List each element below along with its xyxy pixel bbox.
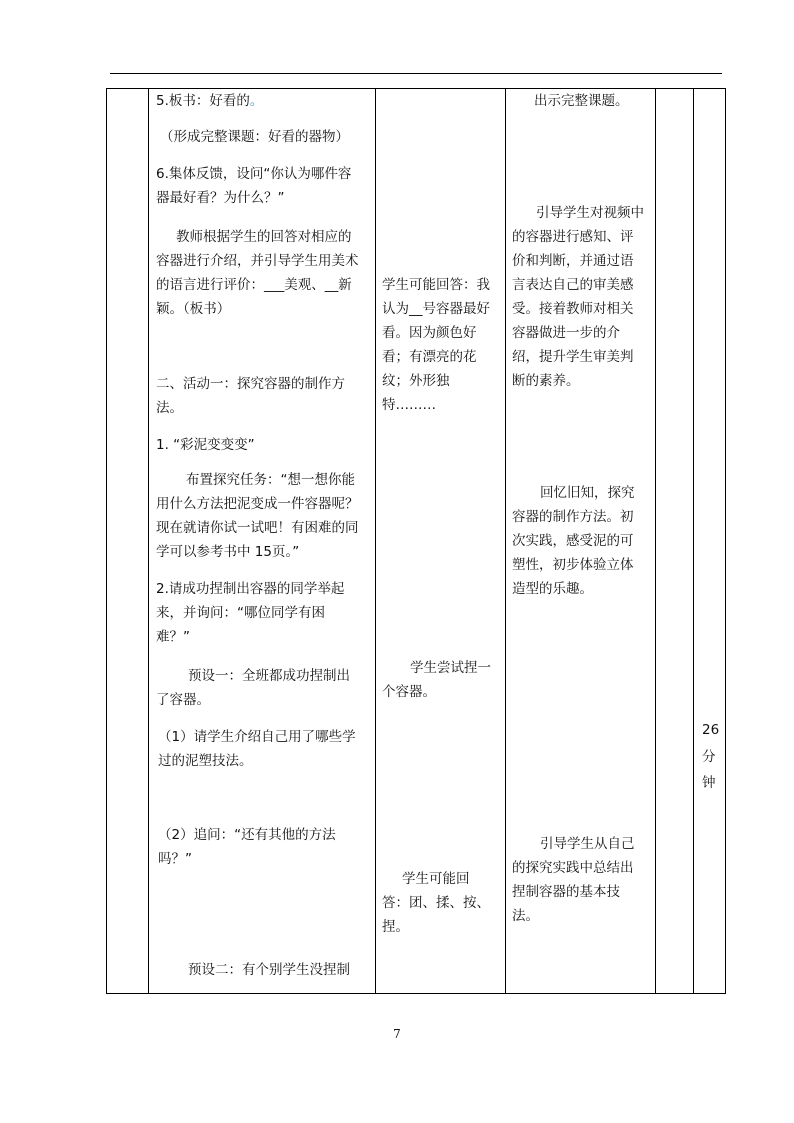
text-line: 受。接着教师对相关 (512, 301, 634, 317)
column-border (148, 88, 149, 994)
column-border (725, 88, 726, 994)
lesson-plan-table (106, 88, 726, 994)
text-line: 看；有漂亮的花 (382, 349, 477, 365)
text-line: 器最好看？为什么？” (156, 190, 285, 206)
text-line: 引导学生从自己 (540, 836, 635, 852)
text-line: 法。 (512, 908, 539, 924)
time-value: 26 (702, 722, 720, 738)
text-line: 容器做进一步的介 (512, 325, 620, 341)
text-line: 预设二：有个别学生没捏制 (188, 962, 350, 978)
text-mark: 。 (249, 93, 264, 109)
text-line: 用什么方法把泥变成一件容器呢？ (156, 496, 359, 512)
text-line: 容器进行介绍，并引导学生用美术 (156, 253, 359, 269)
text-line: 的探究实践中总结出 (512, 860, 634, 876)
text-line: 回忆旧知，探究 (540, 485, 635, 501)
text-line: 现在就请你试一试吧！有困难的同 (156, 520, 359, 536)
text-line: 绍，提升学生审美判 (512, 349, 634, 365)
text-line: 学生可能回 (402, 871, 470, 887)
text-line: 学生尝试捏一 (410, 660, 491, 676)
text-line: 1. “彩泥变变变” (156, 437, 255, 453)
text-line: 吗？” (158, 851, 192, 867)
text-line: 引导学生对视频中 (536, 205, 644, 221)
text-line: 的容器进行感知、评 (512, 229, 634, 245)
text-line: 难？” (156, 629, 190, 645)
text-line: 教师根据学生的回答对相应的 (176, 229, 352, 245)
column-border (106, 88, 107, 994)
column-border (375, 88, 376, 994)
text-line: 言表达自己的审美感 (512, 277, 634, 293)
text-line: 布置探究任务：“想一想你能 (186, 472, 355, 488)
text-line: 了容器。 (156, 692, 210, 708)
column-border (693, 88, 694, 994)
text-line: 造型的乐趣。 (512, 581, 593, 597)
text-line: 过的泥塑技法。 (158, 753, 253, 769)
text-line: 捏制容器的基本技 (512, 884, 620, 900)
text-line: 预设一：全班都成功捏制出 (188, 668, 350, 684)
text-line: （1）请学生介绍自己用了哪些学 (158, 729, 356, 745)
table-top-border (106, 88, 726, 89)
text-line: 颖。（板书） (156, 301, 231, 317)
text-line: （形成完整课题：好看的器物） (160, 129, 349, 145)
text-line: 法。 (156, 400, 183, 416)
column-border (505, 88, 506, 994)
text-line: 的语言进行评价：___美观、__新 (156, 277, 352, 293)
text-line: 5.板书：好看的。 (156, 93, 264, 109)
text-line: 来，并询问：“哪位同学有困 (156, 605, 325, 621)
text-line: 答：团、揉、按、 (382, 895, 490, 911)
text-line: 价和判断，并通过语 (512, 253, 634, 269)
text-line: 6.集体反馈，设问“你认为哪件容 (156, 166, 352, 182)
text-line: 容器的制作方法。初 (512, 509, 634, 525)
text-line: 学生可能回答：我 (382, 277, 490, 293)
text-line: 次实践，感受泥的可 (512, 533, 634, 549)
page-number: 7 (393, 1027, 401, 1041)
header-rule (110, 73, 722, 74)
text-line: （2）追问：“还有其他的方法 (158, 827, 336, 843)
text-line: 看。因为颜色好 (382, 325, 477, 341)
column-border (655, 88, 656, 994)
time-unit-char: 钟 (702, 775, 716, 791)
text-line: 认为__号容器最好 (382, 301, 490, 317)
text-line: 塑性，初步体验立体 (512, 557, 634, 573)
text-line: 二、活动一：探究容器的制作方 (156, 376, 345, 392)
text-line: 断的素养。 (512, 373, 580, 389)
text-line: 出示完整课题。 (534, 93, 629, 109)
time-unit-char: 分 (702, 749, 716, 765)
text-line: 2.请成功捏制出容器的同学举起 (156, 581, 345, 597)
text-line: 捏。 (382, 919, 409, 935)
table-bottom-border (106, 993, 726, 994)
text-line: 特……… (382, 397, 436, 413)
text-line: 纹；外形独 (382, 373, 450, 389)
text-line: 个容器。 (382, 684, 436, 700)
text-line: 学可以参考书中 15页。” (156, 544, 300, 560)
